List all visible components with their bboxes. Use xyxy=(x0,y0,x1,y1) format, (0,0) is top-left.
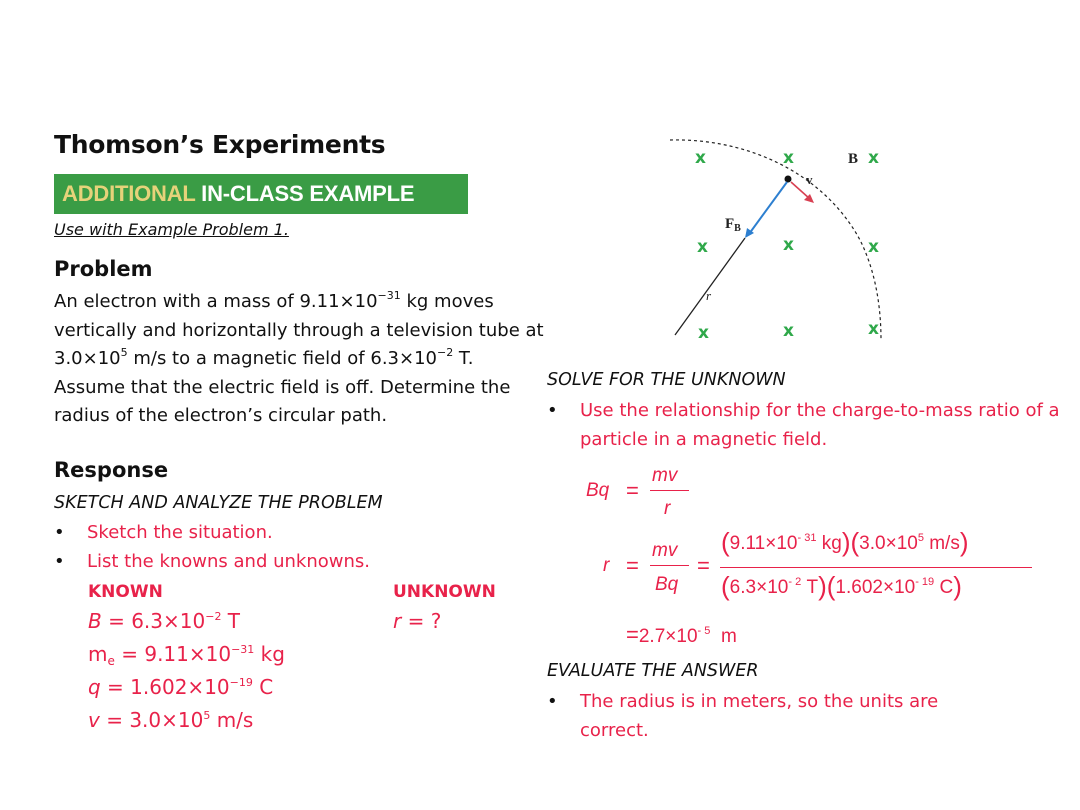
example-banner xyxy=(54,174,468,214)
eq2-lhs: r xyxy=(603,555,610,576)
ten: 10 xyxy=(676,626,698,647)
known-q xyxy=(88,671,285,704)
times-sign: × xyxy=(885,533,897,554)
known-m xyxy=(88,638,285,671)
list-item xyxy=(547,396,1067,454)
eq2-big-fraction-bar xyxy=(720,567,1032,568)
unit: m/s xyxy=(929,533,960,554)
exponent: −19 xyxy=(229,676,253,689)
field-label: B xyxy=(848,151,859,167)
unit: T xyxy=(806,577,819,598)
times-sign: × xyxy=(665,626,677,647)
eq2-big-numerator xyxy=(721,527,969,558)
field-x-marker: x xyxy=(697,237,708,257)
paren: ( xyxy=(721,527,730,557)
field-x-marker: x xyxy=(868,148,879,168)
field-x-marker: x xyxy=(783,148,794,168)
velocity-label: v xyxy=(806,172,813,187)
unit: m/s xyxy=(210,708,254,732)
solve-list xyxy=(547,396,1067,454)
eq2-fraction-bar xyxy=(650,565,689,566)
eq2-numerator: mv xyxy=(652,540,678,561)
exponent: −2 xyxy=(205,610,222,623)
problem-text-part: m/s to a magnetic field of 6.3×10 xyxy=(127,348,437,369)
unknown-label: UNKNOWN xyxy=(393,582,496,602)
list-item-text: List the knowns and unknowns. xyxy=(87,551,370,572)
times-sign: × xyxy=(756,577,768,598)
value: = ? xyxy=(401,609,442,633)
list-item xyxy=(547,687,947,745)
eq2-denominator: Bq xyxy=(655,574,679,595)
unit: C xyxy=(939,577,954,598)
problem-text-part: T. Assume that the electric field is off. Determine the radius of the electron’s circular path. xyxy=(54,348,511,426)
value: 1.602 xyxy=(835,577,883,598)
times-sign: × xyxy=(765,533,777,554)
sketch-list xyxy=(54,518,474,576)
evaluate-heading: EVALUATE THE ANSWER xyxy=(547,661,759,681)
paren: ) xyxy=(953,571,962,601)
symbol: q xyxy=(88,675,101,699)
force-label-sub: B xyxy=(734,223,741,234)
known-v xyxy=(88,704,285,737)
radius-line xyxy=(675,238,745,335)
value: = 6.3×10 xyxy=(101,609,206,633)
list-item xyxy=(54,518,474,547)
ten: 10 xyxy=(767,577,789,598)
problem-text-part: kg moves vertically and horizontally through a television tube at 3.0×10 xyxy=(54,291,544,369)
ten: 10 xyxy=(776,533,798,554)
banner-additional: ADDITIONAL xyxy=(62,181,196,206)
unit: kg xyxy=(821,533,842,554)
force-vector xyxy=(749,182,787,234)
use-with-link[interactable]: Use with Example Problem 1. xyxy=(54,220,289,239)
symbol: B xyxy=(88,609,102,633)
unknown-r xyxy=(393,605,441,638)
exponent: - 31 xyxy=(797,532,817,544)
exponent: - 5 xyxy=(697,625,711,637)
eq1-equals: = xyxy=(626,478,639,503)
list-item-text: Sketch the situation. xyxy=(87,522,273,543)
paren: ( xyxy=(721,571,730,601)
result-equation xyxy=(626,622,737,648)
magnetic-field-diagram xyxy=(665,130,905,345)
value: 2.7 xyxy=(638,626,666,647)
problem-text xyxy=(54,288,544,431)
field-x-marker: x xyxy=(868,237,879,257)
ten: 10 xyxy=(894,577,916,598)
problem-exp: −31 xyxy=(377,289,401,302)
value: 9.11 xyxy=(729,533,766,554)
solve-heading: SOLVE FOR THE UNKNOWN xyxy=(547,370,786,390)
eq2-big-denominator xyxy=(721,571,962,602)
unknown-values xyxy=(393,605,441,638)
eq1-lhs: Bq xyxy=(586,480,610,501)
page-title: Thomson’s Experiments xyxy=(54,130,386,159)
equals-sign: = xyxy=(626,622,639,647)
times-sign: × xyxy=(882,577,895,598)
subscript: e xyxy=(107,654,115,668)
radius-label: r xyxy=(706,288,712,303)
field-x-marker: x xyxy=(868,319,879,339)
field-x-marker: x xyxy=(698,323,709,343)
eq1-fraction-bar xyxy=(650,490,689,491)
value: 6.3 xyxy=(729,577,757,598)
value: = 9.11×10 xyxy=(114,642,232,666)
field-x-marker: x xyxy=(695,148,706,168)
list-item-text: The radius is in meters, so the units are correct. xyxy=(580,691,939,741)
exponent: 5 xyxy=(203,709,211,722)
eq2-equals: = xyxy=(626,553,639,578)
evaluate-list xyxy=(547,687,947,745)
response-heading: Response xyxy=(54,458,169,482)
unit: C xyxy=(252,675,274,699)
exponent: - 19 xyxy=(915,576,935,588)
sketch-heading: SKETCH AND ANALYZE THE PROBLEM xyxy=(54,493,383,513)
ten: 10 xyxy=(896,533,918,554)
paren: ) xyxy=(959,527,969,557)
exponent: - 2 xyxy=(788,576,802,588)
symbol: m xyxy=(88,642,108,666)
field-x-marker: x xyxy=(783,321,794,341)
bullet-dot: • xyxy=(54,551,65,572)
paren: )( xyxy=(841,527,860,557)
value: = 3.0×10 xyxy=(99,708,204,732)
banner-label: IN-CLASS EXAMPLE xyxy=(195,181,415,206)
exponent: −31 xyxy=(231,643,255,656)
unit: T xyxy=(221,609,241,633)
force-label-text: F xyxy=(725,216,735,232)
problem-exp: −2 xyxy=(436,346,454,359)
paren: )( xyxy=(818,571,836,601)
unit: kg xyxy=(254,642,285,666)
symbol: v xyxy=(88,708,100,732)
eq2-equals-2: = xyxy=(697,553,710,578)
force-label xyxy=(725,216,741,234)
bullet-dot: • xyxy=(54,522,65,543)
exponent: 5 xyxy=(917,532,924,544)
bullet-dot: • xyxy=(547,691,558,712)
problem-exp: 5 xyxy=(120,346,128,359)
problem-text-part: An electron with a mass of 9.11×10 xyxy=(54,291,378,312)
eq1-denominator: r xyxy=(664,498,671,519)
value: 3.0 xyxy=(859,533,886,554)
electron-dot xyxy=(785,176,792,183)
value: = 1.602×10 xyxy=(100,675,230,699)
symbol: r xyxy=(393,609,402,633)
known-label: KNOWN xyxy=(88,582,163,602)
problem-heading: Problem xyxy=(54,257,153,281)
field-x-marker: x xyxy=(783,235,794,255)
list-item-text: Use the relationship for the charge-to-mass ratio of a particle in a magnetic field. xyxy=(580,400,1060,450)
known-b xyxy=(88,605,285,638)
known-values xyxy=(88,605,285,737)
unit: m xyxy=(720,626,737,647)
bullet-dot: • xyxy=(547,400,558,421)
list-item xyxy=(54,547,474,576)
eq1-numerator: mv xyxy=(652,465,678,486)
